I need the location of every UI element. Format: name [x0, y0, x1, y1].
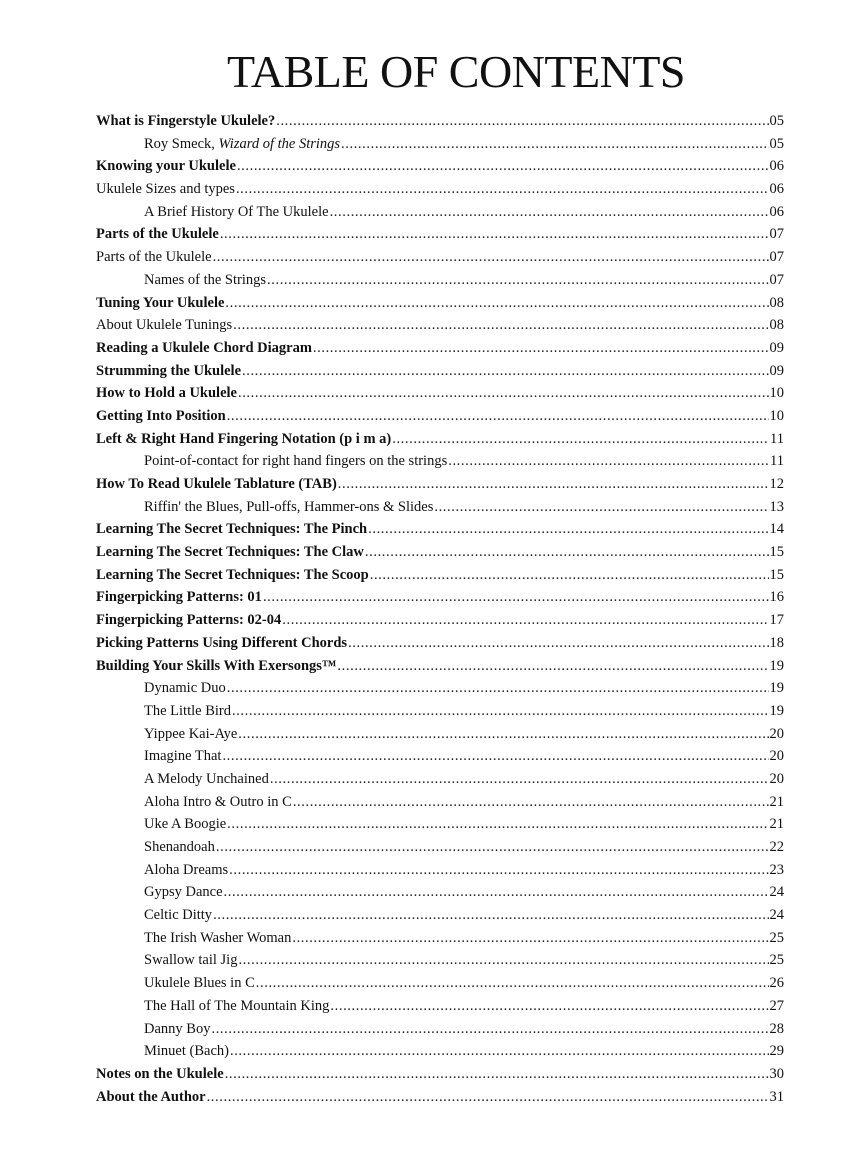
dot-leader — [338, 473, 769, 496]
toc-page-number: 30 — [769, 1065, 784, 1082]
toc-page-number: 07 — [769, 271, 784, 288]
toc-entry — [96, 382, 784, 405]
toc-entry-title — [96, 949, 237, 972]
toc-entry — [96, 791, 784, 814]
toc-entry — [96, 360, 784, 383]
dot-leader — [211, 1018, 768, 1041]
toc-entry-title — [96, 564, 369, 587]
toc-entry-title-text: Swallow tail Jig — [144, 952, 238, 969]
dot-leader — [392, 428, 769, 451]
toc-entry — [96, 246, 784, 269]
toc-entry-title — [96, 337, 312, 360]
toc-entry — [96, 564, 784, 587]
toc-page-number: 27 — [769, 997, 784, 1014]
toc-entry-title — [96, 995, 329, 1018]
toc-entry-title — [96, 859, 228, 882]
toc-entry — [96, 586, 784, 609]
toc-page-number: 15 — [769, 566, 784, 583]
toc-page-number: 07 — [769, 249, 784, 266]
toc-page-number: 25 — [769, 952, 784, 969]
toc-entry — [96, 995, 784, 1018]
toc-entry-title-text: Roy Smeck, — [144, 135, 219, 152]
toc-page-number: 05 — [769, 113, 784, 129]
toc-page-number: 06 — [769, 158, 784, 175]
toc-entry-title-text: What is Fingerstyle Ukulele? — [96, 113, 276, 129]
toc-page-number: 20 — [769, 748, 784, 765]
toc-entry-title — [96, 201, 329, 224]
toc-entry — [96, 700, 784, 723]
toc-entry — [96, 1018, 784, 1041]
toc-entry-title — [96, 904, 212, 927]
toc-entry-title — [96, 382, 237, 405]
toc-page-number: 10 — [769, 407, 784, 424]
toc-page-number: 24 — [769, 907, 784, 924]
toc-entry-title-text: A Melody Unchained — [144, 770, 269, 787]
toc-entry-title-text: How To Read Ukulele Tablature (TAB) — [96, 476, 337, 492]
toc-entry-title-text: Notes on the Ukulele — [96, 1065, 224, 1082]
dot-leader — [227, 677, 769, 700]
dot-leader — [330, 201, 769, 224]
dot-leader — [225, 1063, 769, 1086]
toc-entry — [96, 201, 784, 224]
toc-page-number: 19 — [769, 702, 784, 719]
toc-entry — [96, 745, 784, 768]
toc-entry — [96, 677, 784, 700]
toc-entry-title-text: Building Your Skills With Exersongs™ — [96, 657, 337, 674]
toc-entry-title-text: Learning The Secret Techniques: The Scoop — [96, 566, 369, 583]
toc-entry-title — [96, 428, 391, 451]
toc-entry — [96, 859, 784, 882]
dot-leader — [370, 564, 769, 587]
toc-entry-title-text: Learning The Secret Techniques: The Claw — [96, 544, 364, 561]
toc-entry-title — [96, 768, 269, 791]
dot-leader — [276, 110, 768, 133]
toc-entry-title-text: Minuet (Bach) — [144, 1043, 229, 1060]
dot-leader — [238, 723, 768, 746]
dot-leader — [207, 1086, 769, 1109]
toc-entry-title — [96, 745, 221, 768]
toc-entry-title — [96, 178, 235, 201]
toc-entry-title — [96, 473, 337, 496]
toc-entry — [96, 337, 784, 360]
toc-page-number: 28 — [769, 1020, 784, 1037]
toc-entry-title-text: Parts of the Ukulele — [96, 226, 219, 243]
toc-entry-title-text: The Hall of The Mountain King — [144, 997, 330, 1014]
toc-entry-title-text: The Irish Washer Woman — [144, 929, 292, 946]
toc-entry-title — [96, 723, 237, 746]
toc-entry — [96, 1086, 784, 1109]
dot-leader — [227, 813, 768, 836]
toc-entry-title — [96, 677, 226, 700]
toc-page-number: 18 — [769, 634, 784, 651]
toc-entry-title-text: Fingerpicking Patterns: 02-04 — [96, 612, 282, 629]
toc-page-number: 25 — [769, 929, 784, 946]
toc-entry-title-text: Ukulele Blues in C — [144, 975, 255, 992]
toc-page-number: 16 — [769, 589, 784, 606]
toc-entry — [96, 949, 784, 972]
toc-entry-title — [96, 223, 219, 246]
toc-entry-title-text: Ukulele Sizes and types — [96, 181, 235, 198]
toc-page-number: 10 — [769, 385, 784, 402]
toc-entry — [96, 496, 784, 519]
toc-entry — [96, 178, 784, 201]
toc-entry-title — [96, 405, 226, 428]
toc-page-number: 17 — [769, 612, 784, 629]
dot-leader — [282, 609, 768, 632]
toc-entry — [96, 723, 784, 746]
toc-entry-title-text: Getting Into Position — [96, 407, 226, 424]
toc-page-number: 06 — [769, 181, 784, 198]
toc-entry-title — [96, 700, 231, 723]
toc-entry — [96, 428, 784, 451]
toc-entry-title-text: Fingerpicking Patterns: 01 — [96, 589, 262, 606]
dot-leader — [237, 155, 769, 178]
toc-entry-title — [96, 1086, 206, 1109]
dot-leader — [434, 496, 768, 519]
toc-entry-title-text: Imagine That — [144, 748, 222, 765]
toc-entry-title-italic: Wizard of the Strings — [218, 135, 341, 152]
toc-page-number: 24 — [769, 884, 784, 901]
toc-page-number: 14 — [769, 521, 784, 538]
dot-leader — [213, 246, 769, 269]
toc-page-number: 05 — [769, 135, 784, 152]
dot-leader — [348, 632, 768, 655]
toc-page-number: 20 — [769, 725, 784, 742]
toc-entry-title — [96, 1063, 224, 1086]
toc-page-number: 19 — [769, 657, 784, 674]
toc-entry-title-text: Shenandoah — [144, 839, 215, 855]
toc-entry — [96, 110, 784, 133]
toc-entry — [96, 450, 784, 473]
toc-entry — [96, 405, 784, 428]
toc-entry — [96, 836, 784, 859]
toc-entry-title-text: About the Author — [96, 1088, 206, 1105]
toc-page-number: 21 — [769, 816, 784, 833]
toc-page-number: 19 — [769, 680, 784, 697]
toc-entry-title-text: Riffin' the Blues, Pull-offs, Hammer-ons & Slides — [144, 498, 434, 515]
toc-page-number: 20 — [769, 770, 784, 787]
dot-leader — [292, 927, 768, 950]
toc-page-number: 15 — [769, 544, 784, 561]
toc-entry — [96, 881, 784, 904]
toc-entry-title-text: Aloha Dreams — [144, 861, 229, 878]
toc-entry-title — [96, 881, 223, 904]
toc-entry-title-text: Learning The Secret Techniques: The Pinch — [96, 521, 368, 538]
toc-entry-title-text: About Ukulele Tunings — [96, 317, 233, 334]
toc-entry — [96, 223, 784, 246]
toc-page-number: 29 — [769, 1043, 784, 1060]
toc-entry-title — [96, 972, 255, 995]
dot-leader — [293, 791, 769, 814]
toc-entry-title-text: Yippee Kai-Aye — [144, 725, 238, 742]
toc-entry-title-text: Picking Patterns Using Different Chords — [96, 634, 348, 651]
toc-entry — [96, 541, 784, 564]
toc-entry — [96, 1063, 784, 1086]
toc-page-number: 31 — [769, 1088, 784, 1105]
toc-entry-title — [96, 269, 266, 292]
dot-leader — [225, 292, 768, 315]
dot-leader — [330, 995, 768, 1018]
table-of-contents — [96, 110, 784, 1108]
dot-leader — [267, 269, 768, 292]
dot-leader — [337, 655, 768, 678]
dot-leader — [236, 178, 769, 201]
dot-leader — [448, 450, 769, 473]
dot-leader — [230, 1040, 769, 1063]
toc-entry-title-text: Parts of the Ukulele — [96, 249, 212, 266]
toc-page-number: 06 — [769, 203, 784, 220]
dot-leader — [220, 223, 769, 246]
toc-entry-title-text: Tuning Your Ukulele — [96, 294, 225, 311]
toc-entry-title — [96, 292, 224, 315]
dot-leader — [313, 337, 769, 360]
toc-entry-title — [96, 836, 215, 859]
dot-leader — [368, 518, 768, 541]
toc-entry — [96, 155, 784, 178]
dot-leader — [238, 949, 768, 972]
toc-entry-title-text: A Brief History Of The Ukulele — [144, 203, 329, 220]
toc-entry — [96, 655, 784, 678]
toc-page-number: 21 — [769, 793, 784, 810]
toc-entry-title-text: Point-of-contact for right hand fingers on the strings — [144, 453, 448, 470]
toc-entry — [96, 927, 784, 950]
toc-entry-title-text: Uke A Boogie — [144, 816, 227, 833]
toc-entry-title — [96, 791, 292, 814]
toc-page-number: 23 — [769, 861, 784, 878]
dot-leader — [227, 405, 769, 428]
toc-entry-title-text: Knowing your Ukulele — [96, 158, 236, 175]
dot-leader — [263, 586, 769, 609]
dot-leader — [233, 314, 768, 337]
toc-entry — [96, 1040, 784, 1063]
toc-entry-title — [96, 1018, 210, 1041]
toc-entry-title — [96, 246, 212, 269]
dot-leader — [222, 745, 768, 768]
toc-entry-title-text: Left & Right Hand Fingering Notation (p i m a) — [96, 430, 392, 447]
toc-page-number: 08 — [769, 317, 784, 334]
toc-entry — [96, 904, 784, 927]
toc-page-number: 08 — [769, 294, 784, 311]
toc-entry-title — [96, 155, 236, 178]
toc-entry-title-text: Dynamic Duo — [144, 680, 226, 697]
toc-entry — [96, 632, 784, 655]
toc-entry-title — [96, 496, 433, 519]
toc-entry-title — [96, 314, 232, 337]
toc-entry-title-text: Strumming the Ukulele — [96, 362, 241, 379]
toc-page-number: 07 — [769, 226, 784, 243]
toc-entry-title — [96, 360, 241, 383]
toc-entry-title — [96, 1040, 229, 1063]
toc-entry-title — [96, 927, 291, 950]
toc-entry — [96, 518, 784, 541]
toc-entry-title — [96, 541, 364, 564]
toc-entry-title — [96, 632, 347, 655]
dot-leader — [270, 768, 769, 791]
dot-leader — [365, 541, 769, 564]
toc-page-number: 11 — [770, 453, 784, 470]
toc-entry — [96, 972, 784, 995]
toc-entry-title-text: Aloha Intro & Outro in C — [144, 793, 292, 810]
toc-entry-title — [96, 655, 336, 678]
toc-entry — [96, 813, 784, 836]
toc-entry-title-text: Names of the Strings — [144, 271, 267, 288]
toc-entry-title-text: How to Hold a Ukulele — [96, 385, 237, 402]
dot-leader — [213, 904, 768, 927]
toc-page-number: 09 — [769, 362, 784, 379]
toc-entry — [96, 473, 784, 496]
dot-leader — [242, 360, 769, 383]
toc-entry — [96, 269, 784, 292]
toc-page-number: 22 — [769, 839, 784, 855]
dot-leader — [216, 836, 769, 859]
toc-entry-title — [96, 518, 367, 541]
dot-leader — [232, 700, 769, 723]
toc-entry — [96, 314, 784, 337]
toc-entry-title — [96, 110, 275, 133]
toc-entry-title — [96, 609, 281, 632]
toc-page-number: 13 — [769, 498, 784, 515]
toc-entry-title-text: Danny Boy — [144, 1020, 211, 1037]
toc-entry-title — [96, 450, 447, 473]
toc-page-number: 26 — [769, 975, 784, 992]
toc-entry-title — [96, 586, 262, 609]
dot-leader — [341, 133, 768, 156]
toc-entry-title-text: Gypsy Dance — [144, 884, 223, 901]
toc-entry — [96, 292, 784, 315]
toc-page-number: 11 — [770, 430, 784, 447]
dot-leader — [256, 972, 769, 995]
toc-entry-title — [96, 133, 340, 156]
toc-entry-title — [96, 813, 226, 836]
toc-entry-title-text: The Little Bird — [144, 702, 231, 719]
toc-entry — [96, 609, 784, 632]
page-title: TABLE OF CONTENTS — [226, 46, 686, 97]
toc-entry-title-text: Reading a Ukulele Chord Diagram — [96, 339, 312, 356]
toc-entry-title-text: Celtic Ditty — [144, 907, 213, 924]
dot-leader — [238, 382, 769, 405]
toc-entry — [96, 768, 784, 791]
dot-leader — [229, 859, 768, 882]
toc-page-number: 12 — [769, 476, 784, 492]
toc-entry — [96, 133, 784, 156]
dot-leader — [224, 881, 769, 904]
toc-page-number: 09 — [769, 339, 784, 356]
